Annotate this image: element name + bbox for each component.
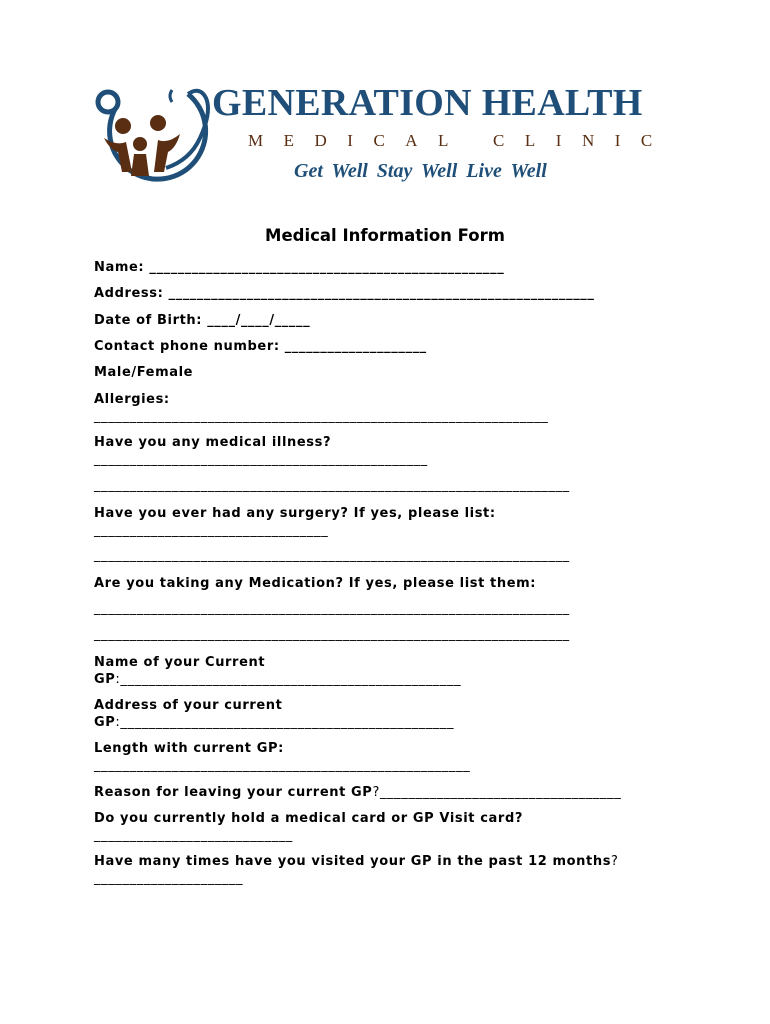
gp-address-row bbox=[94, 715, 454, 731]
gp-reason-label: Reason for leaving your current GP bbox=[94, 785, 373, 800]
medication-field-2[interactable]: ___________________________________________________________________ bbox=[94, 627, 570, 642]
gp-length-label: Length with current GP: bbox=[94, 741, 284, 756]
surgery-label: Have you ever had any surgery? If yes, please list: bbox=[94, 506, 496, 521]
card-label: Do you currently hold a medical card or GP Visit card? bbox=[94, 811, 523, 826]
surgery-field-2[interactable]: ___________________________________________________________________ bbox=[94, 548, 570, 563]
gp-reason-field[interactable]: __________________________________ bbox=[379, 785, 622, 800]
clinic-subtitle: MEDICAL CLINIC bbox=[248, 131, 673, 150]
visits-row bbox=[94, 854, 619, 870]
name-field[interactable]: Name: __________________________________________________ bbox=[94, 260, 505, 275]
gp-address-prefix: GP bbox=[94, 715, 116, 730]
visits-label: Have many times have you visited your GP in the past 12 months bbox=[94, 854, 612, 869]
clinic-tagline: Get Well Stay Well Live Well bbox=[294, 160, 547, 182]
address-field[interactable]: Address: ____________________________________________________________ bbox=[94, 286, 595, 301]
dob-field[interactable]: Date of Birth: ____/____/_____ bbox=[94, 313, 311, 328]
illness-field-1[interactable]: _______________________________________________ bbox=[94, 452, 428, 467]
gp-reason-q: ? bbox=[372, 785, 380, 800]
gp-address-field[interactable]: _______________________________________________ bbox=[120, 715, 455, 730]
surgery-field-1[interactable]: _________________________________ bbox=[94, 523, 329, 538]
gp-length-field[interactable]: _____________________________________________________ bbox=[94, 758, 471, 773]
illness-field-2[interactable]: ___________________________________________________________________ bbox=[94, 478, 570, 493]
medication-field-1[interactable]: ___________________________________________________________________ bbox=[94, 601, 570, 616]
gp-name-row bbox=[94, 672, 461, 688]
gp-name-field[interactable]: ________________________________________________ bbox=[120, 672, 462, 687]
card-field[interactable]: ____________________________ bbox=[94, 828, 293, 843]
gp-name-label: Name of your Current bbox=[94, 655, 266, 670]
illness-label: Have you any medical illness? bbox=[94, 435, 332, 450]
allergies-label: Allergies: bbox=[94, 392, 170, 407]
clinic-brand-name: GENERATION HEALTH bbox=[212, 82, 643, 124]
visits-field[interactable]: _____________________ bbox=[94, 871, 244, 886]
allergies-field[interactable]: ________________________________________________________________ bbox=[94, 409, 549, 424]
gp-address-label: Address of your current bbox=[94, 698, 283, 713]
phone-field[interactable]: Contact phone number: ____________________ bbox=[94, 339, 427, 354]
visits-q: ? bbox=[611, 854, 619, 869]
form-title: Medical Information Form bbox=[265, 226, 505, 245]
medication-label: Are you taking any Medication? If yes, please list them: bbox=[94, 576, 537, 591]
gender-field[interactable]: Male/Female bbox=[94, 365, 194, 380]
gp-address-colon: : bbox=[115, 715, 121, 730]
gp-name-prefix: GP bbox=[94, 672, 116, 687]
gp-name-colon: : bbox=[115, 672, 121, 687]
gp-reason-row bbox=[94, 785, 621, 801]
